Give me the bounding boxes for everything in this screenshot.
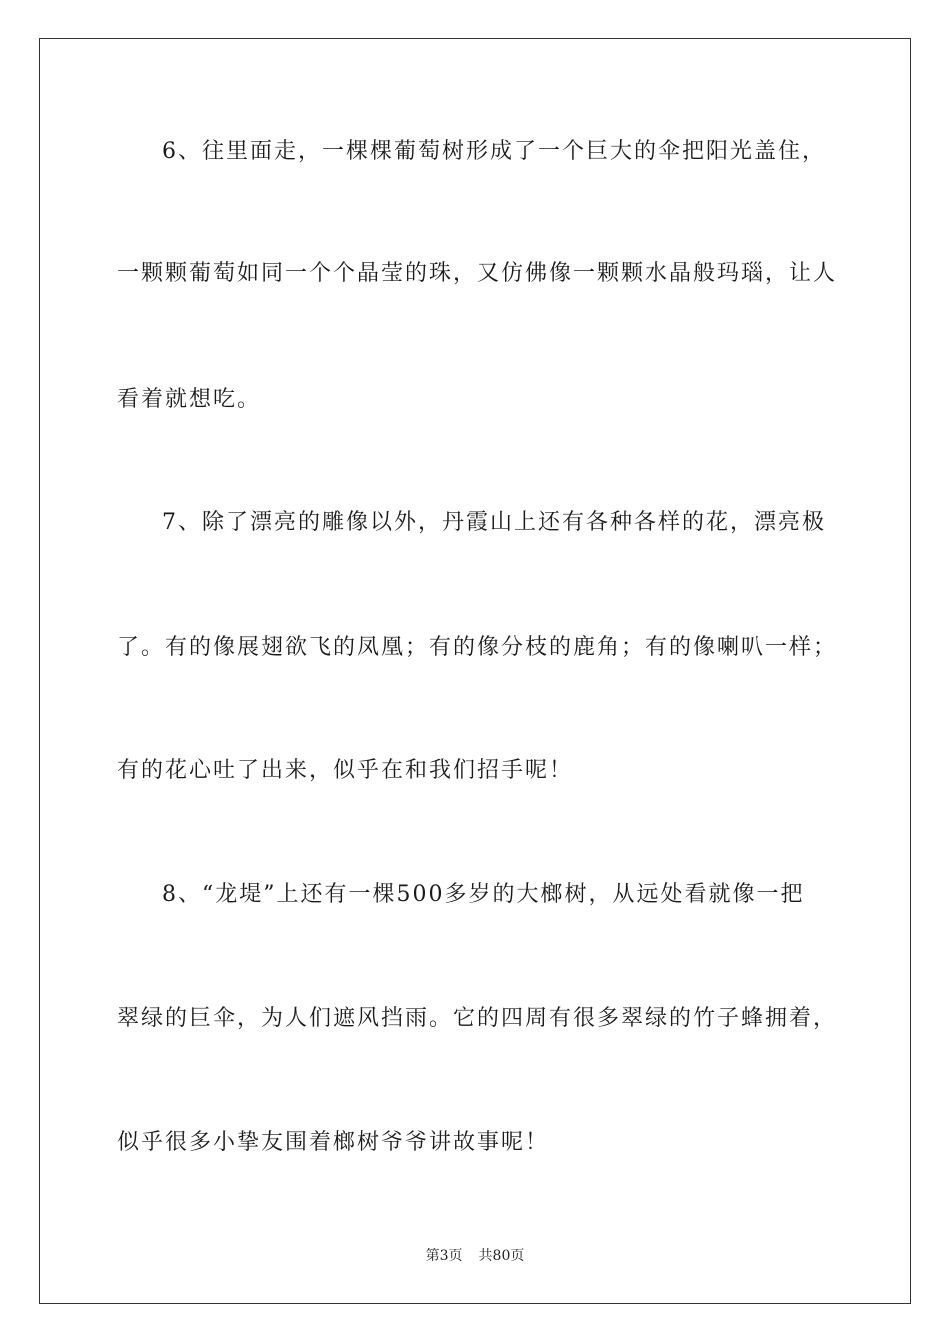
total-pages: 共80页 (478, 1248, 525, 1264)
paragraph-line: 翠绿的巨伞，为人们遮风挡雨。它的四周有很多翠绿的竹子蜂拥着， (117, 1006, 838, 1031)
paragraph-line: 看着就想吃。 (117, 387, 262, 412)
paragraph-line: 有的花心吐了出来，似乎在和我们招手呢！ (117, 758, 574, 783)
paragraph-line: 似乎很多小挚友围着榔树爷爷讲故事呢！ (117, 1130, 550, 1155)
page-border (39, 38, 911, 1304)
paragraph-line: 一颗颗葡萄如同一个个晶莹的珠，又仿佛像一颗颗水晶般玛瑙，让人 (117, 261, 838, 286)
paragraph-line: 6、往里面走，一棵棵葡萄树形成了一个巨大的伞把阳光盖住， (162, 139, 826, 164)
paragraph-line: 8、“龙堤”上还有一棵500多岁的大榔树，从远处看就像一把 (162, 882, 805, 907)
page-number: 第3页 (425, 1248, 463, 1264)
page-footer (0, 1246, 950, 1266)
paragraph-line: 了。有的像展翅欲飞的凤凰；有的像分枝的鹿角；有的像喇叭一样； (117, 635, 838, 660)
paragraph-line: 7、除了漂亮的雕像以外，丹霞山上还有各种各样的花，漂亮极 (162, 510, 826, 535)
